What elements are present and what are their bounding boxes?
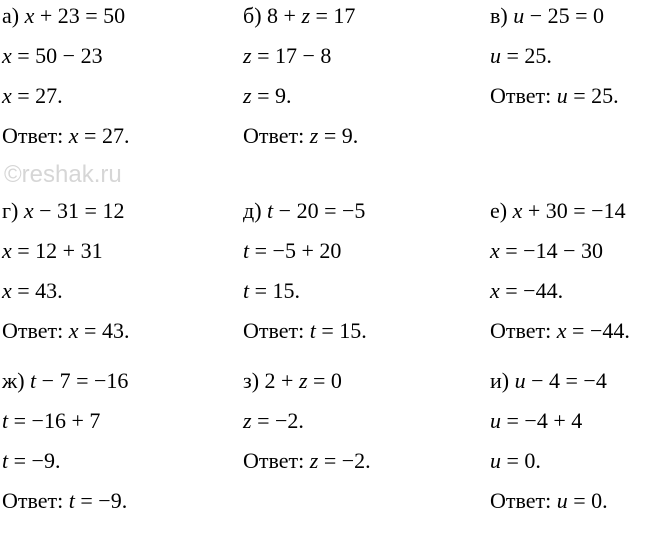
answer-line: Ответ: t = −9. xyxy=(2,488,128,513)
equation-line: е) x + 30 = −14 xyxy=(490,198,626,223)
solution-step: x = 50 − 23 xyxy=(2,43,103,68)
answer-line: Ответ: u = 0. xyxy=(490,488,608,513)
solution-step: t = −9. xyxy=(2,448,61,473)
equation-line: д) t − 20 = −5 xyxy=(243,198,366,223)
solution-step: t = 15. xyxy=(243,278,301,303)
equation-line: в) u − 25 = 0 xyxy=(490,3,605,28)
solution-step: x = 12 + 31 xyxy=(2,238,103,263)
solution-step: x = −44. xyxy=(490,278,564,303)
solution-step: z = 9. xyxy=(243,83,292,108)
answer-line: Ответ: x = 43. xyxy=(2,318,130,343)
equation-line: б) 8 + z = 17 xyxy=(243,3,356,28)
answer-line: Ответ: z = 9. xyxy=(243,123,359,148)
equation-line: и) u − 4 = −4 xyxy=(490,368,607,393)
watermark-text: ©reshak.ru xyxy=(4,161,122,188)
solution-step: u = −4 + 4 xyxy=(490,408,583,433)
solution-step: z = −2. xyxy=(243,408,304,433)
solution-step: x = 27. xyxy=(2,83,63,108)
equation-line: а) x + 23 = 50 xyxy=(2,3,126,28)
solution-step: z = 17 − 8 xyxy=(243,43,332,68)
answer-line: Ответ: z = −2. xyxy=(243,448,371,473)
equation-line: ж) t − 7 = −16 xyxy=(2,368,129,393)
solution-step: t = −5 + 20 xyxy=(243,238,342,263)
answer-line: Ответ: t = 15. xyxy=(243,318,367,343)
answer-line: Ответ: x = −44. xyxy=(490,318,630,343)
equation-line: з) 2 + z = 0 xyxy=(243,368,342,393)
answer-line: Ответ: u = 25. xyxy=(490,83,619,108)
solution-step: u = 0. xyxy=(490,448,541,473)
watermark xyxy=(4,160,122,190)
solution-step: x = −14 − 30 xyxy=(490,238,603,263)
solution-step: t = −16 + 7 xyxy=(2,408,101,433)
answer-line: Ответ: x = 27. xyxy=(2,123,130,148)
solution-step: x = 43. xyxy=(2,278,63,303)
solution-step: u = 25. xyxy=(490,43,552,68)
equation-line: г) x − 31 = 12 xyxy=(2,198,125,223)
